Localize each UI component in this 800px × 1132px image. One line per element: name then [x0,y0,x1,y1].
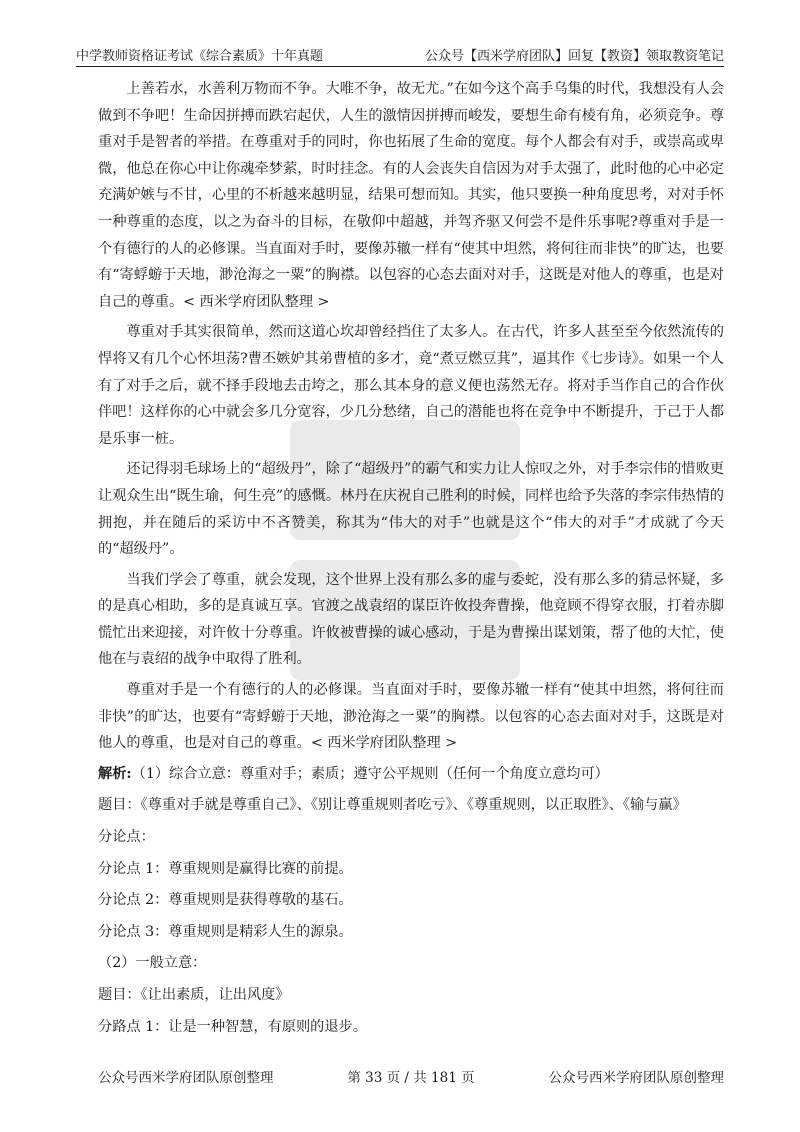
header-divider [76,66,724,67]
page-header [76,40,724,64]
sub-point-1: 分论点 1：尊重规则是赢得比赛的前提。 [98,860,353,877]
essay-paragraph-2: 尊重对手其实很简单，然而这道心坎却曾经挡住了太多人。在古代，许多人甚至至今依然流传的悍将又有几个心怀坦荡?曹丕嫉妒其弟曹植的多才，竟“煮豆燃豆萁”，逼其作《七步诗》。如果一个人有了对手之后，就不择手段地去击垮之，那么其本身的意义便也荡然无存。将对手当作自己的合作伙伴吧！这样你的心中就会多几分宽容，少几分愁绪，自己的潜能也将在竞争中不断提升，于己于人都是乐事一桩。 [98,324,724,447]
sub-point-3: 分论点 3：尊重规则是精彩人生的源泉。 [98,923,353,940]
sub-point-2: 分论点 2：尊重规则是获得尊敬的基石。 [98,892,353,909]
general-title: 题目：《让出素质，让出风度》 [98,987,290,1003]
general-sub-point-1: 分路点 1：让是一种智慧，有原则的退步。 [98,1018,367,1035]
sub-points-heading: 分论点： [98,829,155,846]
essay-paragraph-3: 还记得羽毛球场上的“超级丹”，除了“超级丹”的霸气和实力让人惊叹之外，对手李宗伟的惜败更让观众生出“既生瑜，何生亮”的感慨。林丹在庆祝自己胜利的时候，同样也给予失落的李宗伟热情的拥抱，并在随后的采访中不吝赞美，称其为“伟大的对手”也就是这个“伟大的对手”才成就了今天的“超级丹”。 [98,461,724,558]
analysis-titles: 题目：《尊重对手就是尊重自己》、《别让尊重规则者吃亏》、《尊重规则，以正取胜》、《输与赢》 [98,797,687,814]
footer-right: 公众号西米学府团队原创整理 [548,1070,724,1086]
essay-paragraph-4: 当我们学会了尊重，就会发现，这个世界上没有那么多的虚与委蛇，没有那么多的猜忌怀疑，多的是真心相助，多的是真诚互享。官渡之战袁绍的谋臣许攸投奔曹操，他竟顾不得穿衣服，打着赤脚慌忙出来迎接，对许攸十分尊重。许攸被曹操的诚心感动，于是为曹操出谋划策，帮了他的大忙，使他在与袁绍的战争中取得了胜利。 [98,571,724,668]
document-body [98,76,724,1045]
general-heading: （2）一般立意： [98,955,207,972]
analysis-line [98,761,724,788]
header-left-title: 中学教师资格证考试《综合素质》十年真题 [76,49,324,64]
footer-left: 公众号西米学府团队原创整理 [98,1070,274,1086]
page-footer [98,1066,724,1086]
analysis-label: 解析: [98,765,132,782]
header-right-notice: 公众号【西米学府团队】回复【教资】领取教资笔记 [424,49,724,64]
essay-paragraph-1: 上善若水，水善利万物而不争。大唯不争，故无尤。”在如今这个高手乌集的时代，我想没有人会做到不争吧！生命因拼搏而跌宕起伏，人生的激情因拼搏而峻发，要想生命有棱有角，必须竞争。尊重对手是智者的举措。在尊重对手的同时，你也拓展了生命的宽度。每个人都会有对手，或崇高或卑微，他总在你心中让你魂牵梦萦，时时挂念。有的人会丧失自信因为对手太强了，此时他的心中必定充满妒嫉与不甘，心里的不析越来越明显，结果可想而知。其实，他只要换一种角度思考，对对手怀一种尊重的态度，以之为奋斗的目标，在敬仰中超越，并驾齐驱又何尝不是件乐事呢?尊重对手是一个有德行的人的必修课。当直面对手时，要像苏辙一样有“使其中坦然，将何往而非快”的旷达，也要有“寄蜉蝣于天地，渺沧海之一粟”的胸襟。以包容的心态去面对对手，这既是对他人的尊重，也是对自己的尊重。< 西米学府团队整理 > [98,81,724,310]
analysis-overall: （1）综合立意：尊重对手；素质；遵守公平规则（任何一个角度立意均可） [131,765,609,782]
essay-paragraph-5: 尊重对手是一个有德行的人的必修课。当直面对手时，要像苏辙一样有“使其中坦然，将何往而非快”的旷达，也要有“寄蜉蝣于天地，渺沧海之一粟”的胸襟。以包容的心态去面对对手，这既是对他人的尊重，也是对自己的尊重。< 西米学府团队整理 > [98,682,724,752]
page-number: 第 33 页 / 共 181 页 [347,1070,475,1086]
